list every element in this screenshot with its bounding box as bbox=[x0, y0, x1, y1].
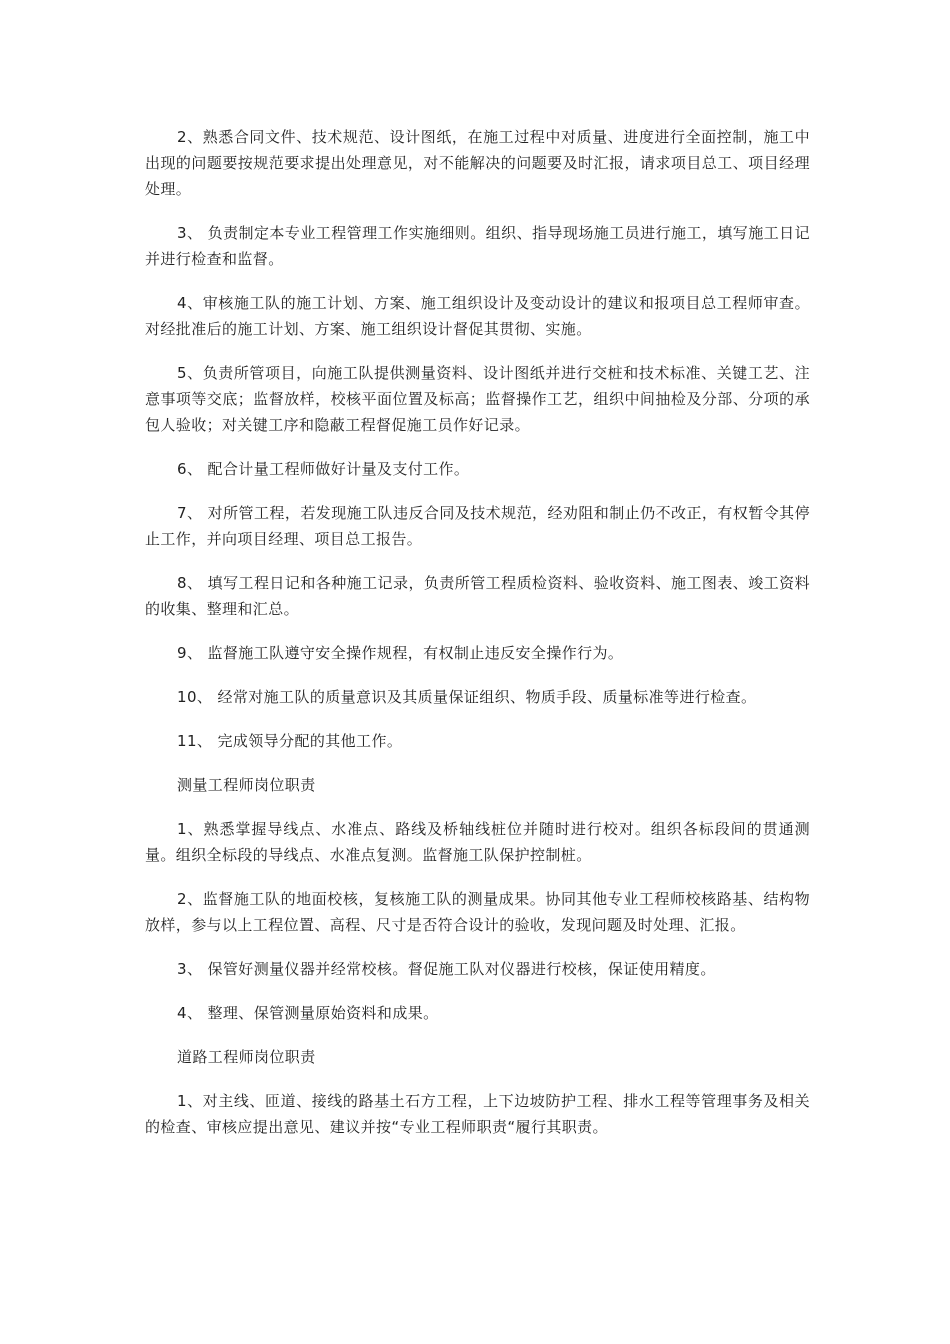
paragraph-item-7: 7、 对所管工程，若发现施工队违反合同及技术规范，经劝阻和制止仍不改正，有权暂令其停止工作，并向项目经理、项目总工报告。 bbox=[145, 504, 810, 548]
paragraph-survey-item-1: 1、熟悉掌握导线点、水准点、路线及桥轴线桩位并随时进行校对。组织各标段间的贯通测量。组织全标段的导线点、水准点复测。监督施工队保护控制桩。 bbox=[145, 820, 810, 864]
paragraph-item-3: 3、 负责制定本专业工程管理工作实施细则。组织、指导现场施工员进行施工，填写施工日记并进行检查和监督。 bbox=[145, 224, 810, 268]
paragraph-item-10: 10、 经常对施工队的质量意识及其质量保证组织、物质手段、质量标准等进行检查。 bbox=[177, 688, 757, 706]
paragraph-survey-item-3: 3、 保管好测量仪器并经常校核。督促施工队对仪器进行校核，保证使用精度。 bbox=[177, 960, 716, 978]
paragraph-item-6: 6、 配合计量工程师做好计量及支付工作。 bbox=[177, 460, 470, 478]
section-heading-road-engineer: 道路工程师岗位职责 bbox=[177, 1048, 316, 1066]
document-body bbox=[145, 124, 810, 1158]
paragraph-item-4: 4、审核施工队的施工计划、方案、施工组织设计及变动设计的建议和报项目总工程师审查。对经批准后的施工计划、方案、施工组织设计督促其贯彻、实施。 bbox=[145, 294, 810, 338]
paragraph-road-item-1: 1、对主线、匝道、接线的路基土石方工程，上下边坡防护工程、排水工程等管理事务及相关的检查、审核应提出意见、建议并按“专业工程师职责“履行其职责。 bbox=[145, 1092, 810, 1136]
paragraph-survey-item-4: 4、 整理、保管测量原始资料和成果。 bbox=[177, 1004, 439, 1022]
paragraph-survey-item-2: 2、监督施工队的地面校核，复核施工队的测量成果。协同其他专业工程师校核路基、结构物放样，参与以上工程位置、高程、尺寸是否符合设计的验收，发现问题及时处理、汇报。 bbox=[145, 890, 810, 934]
paragraph-item-2: 2、熟悉合同文件、技术规范、设计图纸，在施工过程中对质量、进度进行全面控制，施工中出现的问题要按规范要求提出处理意见，对不能解决的问题要及时汇报，请求项目总工、项目经理处理。 bbox=[145, 128, 810, 198]
section-heading-survey-engineer: 测量工程师岗位职责 bbox=[177, 776, 316, 794]
paragraph-item-8: 8、 填写工程日记和各种施工记录，负责所管工程质检资料、验收资料、施工图表、竣工资料的收集、整理和汇总。 bbox=[145, 574, 810, 618]
paragraph-item-9: 9、 监督施工队遵守安全操作规程，有权制止违反安全操作行为。 bbox=[177, 644, 624, 662]
paragraph-item-5: 5、负责所管项目，向施工队提供测量资料、设计图纸并进行交桩和技术标准、关键工艺、注意事项等交底；监督放样，校核平面位置及标高；监督操作工艺，组织中间抽检及分部、分项的承包人验收；对关键工序和隐蔽工程督促施工员作好记录。 bbox=[145, 364, 810, 434]
paragraph-item-11: 11、 完成领导分配的其他工作。 bbox=[177, 732, 403, 750]
